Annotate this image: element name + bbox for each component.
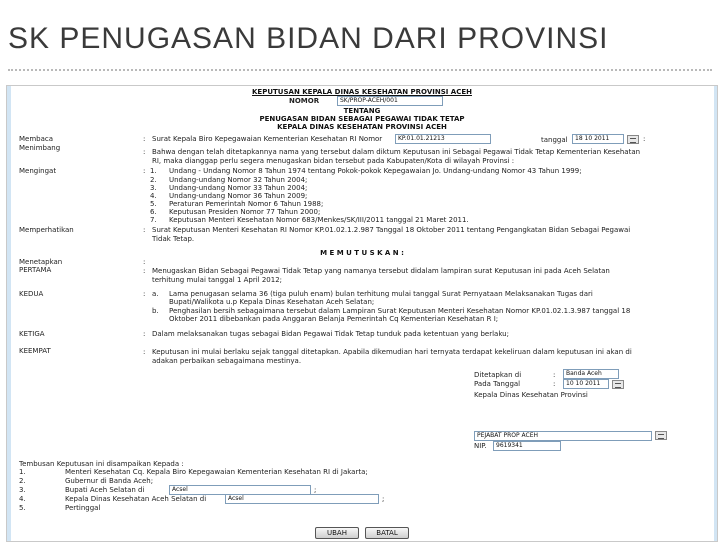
keempat-line1: Keputusan ini mulai berlaku sejak tanggal ditetapkan. Apabila dikemudian hari ternyata terdapat kekeliruan dalam keputusan ini akan di	[152, 348, 632, 356]
menetapkan-label: Menetapkan	[19, 258, 63, 266]
right-border	[714, 86, 717, 541]
title-divider	[8, 69, 712, 71]
colon: :	[553, 371, 556, 379]
select-icon[interactable]	[655, 431, 667, 440]
menimbang-label: Menimbang	[19, 144, 61, 152]
menimbang-line1: Bahwa dengan telah ditetapkannya nama yang tersebut dalam diktum Keputusan ini Sebagai Pegawai Tidak Tetap Kementerian Kesehatan	[152, 148, 641, 156]
keempat-label: KEEMPAT	[19, 347, 51, 355]
mengingat-item: Undang-undang Nomor 33 Tahun 2004;	[169, 184, 308, 192]
nomor-input[interactable]: SK/PROP-ACEH/001	[337, 96, 443, 106]
mengingat-label: Mengingat	[19, 167, 57, 175]
mengingat-item: Keputusan Menteri Kesehatan Nomor 683/Menkes/SK/III/2011 tanggal 21 Maret 2011.	[169, 216, 469, 224]
mengingat-item: Keputusan Presiden Nomor 77 Tahun 2000;	[169, 208, 321, 216]
pertama-line1: Menugaskan Bidan Sebagai Pegawai Tidak Tetap yang namanya tersebut didalam lampiran surat Keputusan ini pada Aceh Selatan	[152, 267, 610, 275]
mengingat-item: Undang-undang Nomor 36 Tahun 2009;	[169, 192, 308, 200]
colon: :	[143, 167, 146, 175]
ubah-button[interactable]: UBAH	[315, 527, 359, 539]
colon: :	[143, 258, 146, 266]
pada-tanggal-input[interactable]: 10 10 2011	[563, 379, 609, 389]
colon: :	[143, 330, 146, 338]
tembusan-num: 1.	[19, 468, 26, 476]
mengingat-item: Undang - Undang Nomor 8 Tahun 1974 tentang Pokok-pokok Kepegawaian Jo. Undang-undang Nomor 43 Tahun 1999;	[169, 167, 582, 175]
mengingat-num: 2.	[150, 176, 157, 184]
tembusan-num: 5.	[19, 504, 26, 512]
kedua-a-line1: Lama penugasan selama 36 (tiga puluh enam) bulan terhitung mulai tanggal Surat Pernyataan Melaksanakan Tugas dari	[169, 290, 593, 298]
mengingat-num: 6.	[150, 208, 157, 216]
mengingat-num: 4.	[150, 192, 157, 200]
keempat-line2: adakan perbaikan sebagaimana mestinya.	[152, 357, 302, 365]
slide-title: SK PENUGASAN BIDAN DARI PROVINSI	[8, 22, 609, 55]
colon: :	[143, 135, 146, 143]
tembusan-title: Tembusan Keputusan ini disampaikan Kepada :	[19, 460, 184, 468]
tembusan-num: 4.	[19, 495, 26, 503]
memperhatikan-label: Memperhatikan	[19, 226, 74, 234]
nomor-label: NOMOR	[289, 97, 320, 105]
tembusan-item: Pertinggal	[65, 504, 101, 512]
ketiga-text: Dalam melaksanakan tugas sebagai Bidan Pegawai Tidak Tetap tunduk pada ketentuan yang berlaku;	[152, 330, 509, 338]
memperhatikan-line1: Surat Keputusan Menteri Kesehatan RI Nomor KP.01.02.1.2.987 Tanggal 18 Oktober 2011 tentang Pengangkatan Bidan Sebagai Pegawai	[152, 226, 631, 234]
tembusan-item: Kepala Dinas Kesehatan Aceh Selatan di	[65, 495, 207, 503]
form-header-subject: PENUGASAN BIDAN SEBAGAI PEGAWAI TIDAK TETAP	[259, 115, 465, 123]
tentang-label: TENTANG	[343, 107, 381, 115]
mengingat-item: Peraturan Pemerintah Nomor 6 Tahun 1988;	[169, 200, 324, 208]
tanggal-input[interactable]: 18 10 2011	[572, 134, 624, 144]
tembusan-item: Menteri Kesehatan Cq. Kepala Biro Kepegawaian Kementerian Kesehatan RI di Jakarta;	[65, 468, 368, 476]
membaca-nomor-input[interactable]: KP.01.01.21213	[395, 134, 491, 144]
memutuskan-heading: M E M U T U S K A N :	[320, 249, 404, 257]
semicolon: ;	[314, 486, 317, 494]
bupati-input[interactable]: Acsel	[169, 485, 311, 495]
mengingat-num: 3.	[150, 184, 157, 192]
tembusan-num: 2.	[19, 477, 26, 485]
colon: :	[143, 290, 146, 298]
calendar-icon[interactable]	[627, 135, 639, 144]
kepala-dinas-label: Kepala Dinas Kesehatan Provinsi	[474, 391, 588, 399]
nip-input[interactable]: 9619341	[493, 441, 561, 451]
form-header-official: KEPALA DINAS KESEHATAN PROVINSI ACEH	[277, 123, 447, 131]
mengingat-num: 5.	[150, 200, 157, 208]
colon: :	[143, 267, 146, 275]
nip-label: NIP.	[474, 442, 487, 450]
pertama-line2: terhitung mulai tanggal 1 April 2012;	[152, 276, 283, 284]
colon: :	[553, 380, 556, 388]
memperhatikan-line2: Tidak Tetap.	[152, 235, 195, 243]
form-screenshot	[6, 85, 718, 542]
form-header-title: KEPUTUSAN KEPALA DINAS KESEHATAN PROVINSI ACEH	[252, 88, 472, 96]
membaca-label: Membaca	[19, 135, 54, 143]
kedua-label: KEDUA	[19, 290, 44, 298]
mengingat-num: 1.	[150, 167, 157, 175]
pada-tanggal-label: Pada Tanggal	[474, 380, 521, 388]
mengingat-num: 7.	[150, 216, 157, 224]
kedua-a-letter: a.	[152, 290, 159, 298]
colon: :	[643, 135, 646, 143]
pejabat-input[interactable]: PEJABAT PROP ACEH	[474, 431, 652, 441]
colon: :	[143, 148, 146, 156]
menimbang-line2: RI, maka dianggap perlu segera menugaskan bidan tersebut pada Kabupaten/Kota di wilayah Provinsi :	[152, 157, 515, 165]
kedua-b-letter: b.	[152, 307, 159, 315]
membaca-text: Surat Kepala Biro Kepegawaian Kementerian Kesehatan RI Nomor	[152, 135, 383, 143]
calendar-icon[interactable]	[612, 380, 624, 389]
batal-button[interactable]: BATAL	[365, 527, 409, 539]
pertama-label: PERTAMA	[19, 266, 52, 274]
colon: :	[143, 348, 146, 356]
ditetapkan-label: Ditetapkan di	[474, 371, 522, 379]
tembusan-num: 3.	[19, 486, 26, 494]
tembusan-item: Gubernur di Banda Aceh;	[65, 477, 154, 485]
ketiga-label: KETIGA	[19, 330, 45, 338]
tanggal-label: tanggal	[541, 136, 568, 144]
left-border	[7, 86, 11, 541]
kedua-b-line2: Oktober 2011 dibebankan pada Anggaran Belanja Pemerintah Cq Kementerian Kesehatan R I;	[169, 315, 499, 323]
ditetapkan-di-input[interactable]: Banda Aceh	[563, 369, 619, 379]
tembusan-item: Bupati Aceh Selatan di	[65, 486, 145, 494]
semicolon: ;	[382, 495, 385, 503]
colon: :	[143, 226, 146, 234]
mengingat-item: Undang-undang Nomor 32 Tahun 2004;	[169, 176, 308, 184]
kadis-input[interactable]: Acsel	[225, 494, 379, 504]
kedua-a-line2: Bupati/Walikota u.p Kepala Dinas Kesehatan Aceh Selatan;	[169, 298, 375, 306]
kedua-b-line1: Penghasilan bersih sebagaimana tersebut dalam Lampiran Surat Keputusan Menteri Kesehatan Nomor KP.01.02.1.3.987 tanggal 18	[169, 307, 631, 315]
